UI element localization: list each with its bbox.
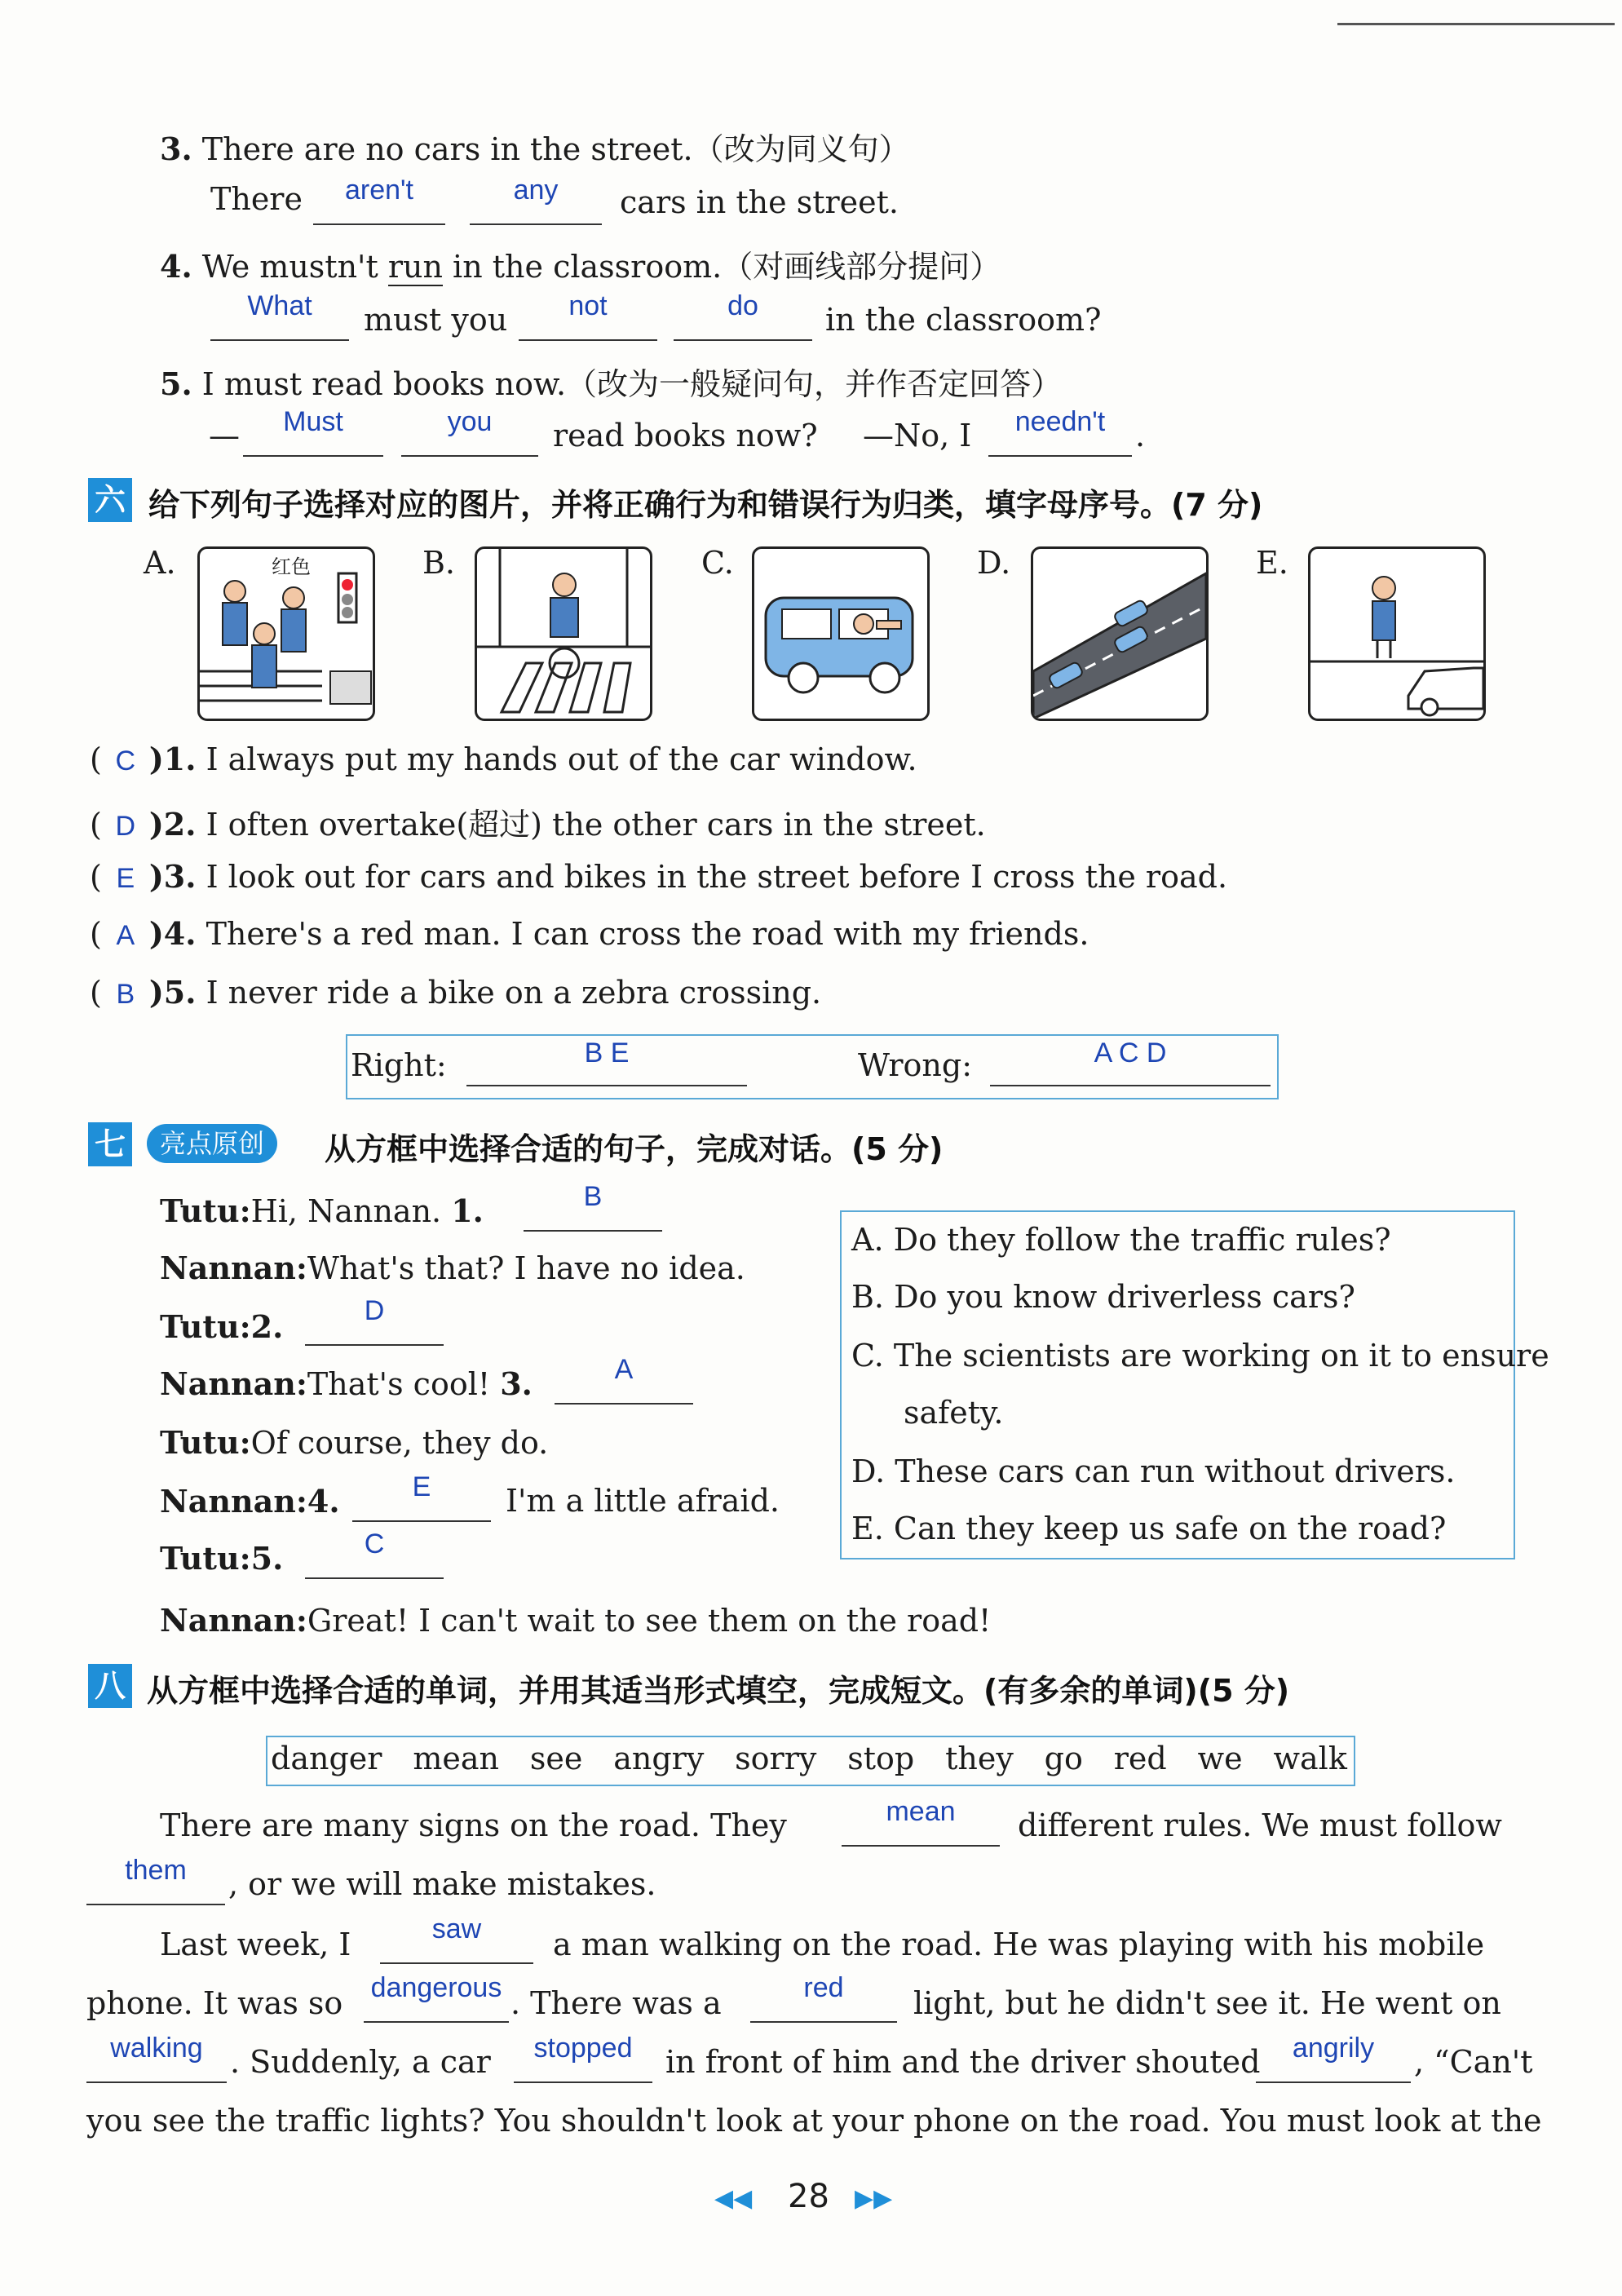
top-rule <box>1337 23 1615 25</box>
q4-underlined-word: run <box>387 249 443 285</box>
passage-p5: you see the traffic lights? You shouldn't look at your phone on the road. You must look at the <box>86 2103 1542 2139</box>
word: go <box>1044 1741 1083 1776</box>
q5-blank-3: needn't <box>988 413 1132 457</box>
passage-blank-3: saw <box>380 1920 533 1964</box>
q4-end: in the classroom? <box>825 302 1102 338</box>
passage-blank-2: them <box>86 1861 225 1905</box>
picture-label-c: C. <box>701 545 734 581</box>
dialog-blank-1: B <box>524 1188 662 1232</box>
dialog-blank-3: A <box>555 1360 693 1405</box>
original-tag: 亮点原创 <box>147 1124 277 1163</box>
picture-e-look-out <box>1308 546 1486 721</box>
picture-label-b: B. <box>422 545 456 581</box>
dialog-line-2: Nannan:What's that? I have no idea. <box>160 1250 745 1286</box>
passage-p3a: phone. It was so <box>86 1985 343 2021</box>
passage-p2b: a man walking on the road. He was playing with his mobile <box>553 1927 1485 1962</box>
passage-blank-6: walking <box>86 2039 227 2083</box>
passage-p4c: , “Can't <box>1414 2044 1533 2080</box>
word: they <box>945 1741 1014 1776</box>
section-6-badge: 六 <box>88 478 132 522</box>
dialog-blank-5: C <box>305 1535 444 1579</box>
right-answer: B E <box>466 1044 747 1086</box>
q5-blank-1: Must <box>243 413 383 457</box>
passage-blank-5: red <box>750 1979 897 2023</box>
q5-period: . <box>1135 418 1146 453</box>
q3-line-start: There <box>210 181 303 217</box>
picture-c-hand-out-window <box>752 546 930 721</box>
item-1: ( C )1. I always put my hands out of the car window. <box>90 741 917 777</box>
q3-blank-1: aren't <box>313 181 445 225</box>
picture-d-overtaking <box>1031 546 1209 721</box>
picture-b-bike-zebra <box>475 546 652 721</box>
picture-a-label: 红色 <box>272 555 311 578</box>
q5-prompt: 5. I must read books now.（改为一般疑问句，并作否定回答） <box>160 365 1063 402</box>
word: see <box>529 1741 583 1776</box>
wrong-label: Wrong: <box>858 1047 972 1083</box>
passage-p4b: in front of him and the driver shouted <box>665 2044 1261 2080</box>
picture-label-a: A. <box>144 545 176 581</box>
option-e: E. Can they keep us safe on the road? <box>851 1511 1447 1546</box>
passage-p1b: different rules. We must follow <box>1018 1807 1502 1843</box>
passage-p4a: . Suddenly, a car <box>230 2044 491 2080</box>
wrong-answer: A C D <box>990 1044 1271 1086</box>
section-6-title: 给下列句子选择对应的图片，并将正确行为和错误行为归类，填字母序号。(7 分) <box>148 487 1263 523</box>
passage-p3c: light, but he didn't see it. He went on <box>913 1985 1501 2021</box>
next-page-icon[interactable]: ▶▶ <box>855 2184 893 2213</box>
word: sorry <box>735 1741 817 1776</box>
option-c: C. The scientists are working on it to ensure <box>851 1338 1549 1374</box>
passage-p1a: There are many signs on the road. They <box>160 1807 787 1843</box>
word: mean <box>413 1741 499 1776</box>
dialog-line-4: Nannan:That's cool! 3. <box>160 1365 533 1402</box>
passage-blank-4: dangerous <box>364 1979 509 2023</box>
q3-line-end: cars in the street. <box>620 184 899 220</box>
word: walk <box>1273 1741 1347 1776</box>
dialog-line-5: Tutu:Of course, they do. <box>160 1424 549 1461</box>
passage-p3b: . There was a <box>510 1985 722 2021</box>
word: angry <box>613 1741 705 1776</box>
item-3: ( E )3. I look out for cars and bikes in the street before I cross the road. <box>90 858 1228 895</box>
item-4: ( A )4. There's a red man. I can cross the road with my friends. <box>90 915 1089 952</box>
dialog-line-6-after: I'm a little afraid. <box>506 1483 780 1519</box>
prev-page-icon[interactable]: ◀◀ <box>714 2184 753 2213</box>
item-2: ( D )2. I often overtake(超过) the other cars in the street. <box>90 806 986 843</box>
option-d: D. These cars can run without drivers. <box>851 1453 1456 1489</box>
q3-prompt: 3. There are no cars in the street.（改为同义句） <box>160 131 910 167</box>
dialog-blank-4: E <box>352 1478 491 1522</box>
item-5: ( B )5. I never ride a bike on a zebra crossing. <box>90 974 822 1011</box>
option-a: A. Do they follow the traffic rules? <box>851 1222 1391 1258</box>
word: we <box>1197 1741 1243 1776</box>
dialog-line-3: Tutu:2. <box>160 1308 284 1345</box>
word: stop <box>847 1741 915 1776</box>
q4-blank-1: What <box>210 297 349 341</box>
q4-blank-3: do <box>674 297 812 341</box>
section-7-badge: 七 <box>88 1122 132 1166</box>
option-b: B. Do you know driverless cars? <box>851 1279 1355 1315</box>
picture-a-crossing-red-light <box>197 546 375 721</box>
picture-label-d: D. <box>977 545 1011 581</box>
sentence-options-box <box>840 1210 1515 1559</box>
dialog-blank-2: D <box>305 1302 444 1346</box>
dialog-line-1: Tutu:Hi, Nannan. 1. <box>160 1192 484 1229</box>
section-8-title: 从方框中选择合适的单词，并用其适当形式填空，完成短文。(有多余的单词)(5 分) <box>147 1673 1290 1709</box>
option-c-cont: safety. <box>904 1395 1004 1431</box>
picture-label-e: E. <box>1256 545 1288 581</box>
q5-blank-2: you <box>401 413 538 457</box>
passage-blank-8: angrily <box>1256 2039 1411 2083</box>
word-bank <box>271 1741 1347 1776</box>
section-8-badge: 八 <box>88 1664 132 1708</box>
word: red <box>1113 1741 1167 1776</box>
dialog-line-8: Nannan:Great! I can't wait to see them on the road! <box>160 1602 992 1639</box>
passage-p2a: Last week, I <box>160 1927 351 1962</box>
q4-mid: must you <box>364 302 508 338</box>
passage-p1c: , or we will make mistakes. <box>228 1866 656 1902</box>
right-label: Right: <box>351 1047 447 1083</box>
passage-blank-1: mean <box>842 1803 1000 1847</box>
word: danger <box>271 1741 382 1776</box>
q5-mid: read books now? <box>553 418 818 453</box>
passage-blank-7: stopped <box>514 2039 652 2083</box>
dialog-line-6: Nannan:4. <box>160 1483 340 1520</box>
q5-reply: —No, I <box>863 418 972 453</box>
page-number: 28 <box>788 2178 829 2215</box>
q4-blank-2: not <box>519 297 657 341</box>
q4-prompt: 4. We mustn't run in the classroom.（对画线部分提问） <box>160 248 1001 285</box>
dialog-line-7: Tutu:5. <box>160 1540 284 1577</box>
section-7-title: 从方框中选择合适的句子，完成对话。(5 分) <box>325 1131 944 1167</box>
q3-blank-2: any <box>470 181 602 225</box>
q5-dash: — <box>209 418 240 453</box>
